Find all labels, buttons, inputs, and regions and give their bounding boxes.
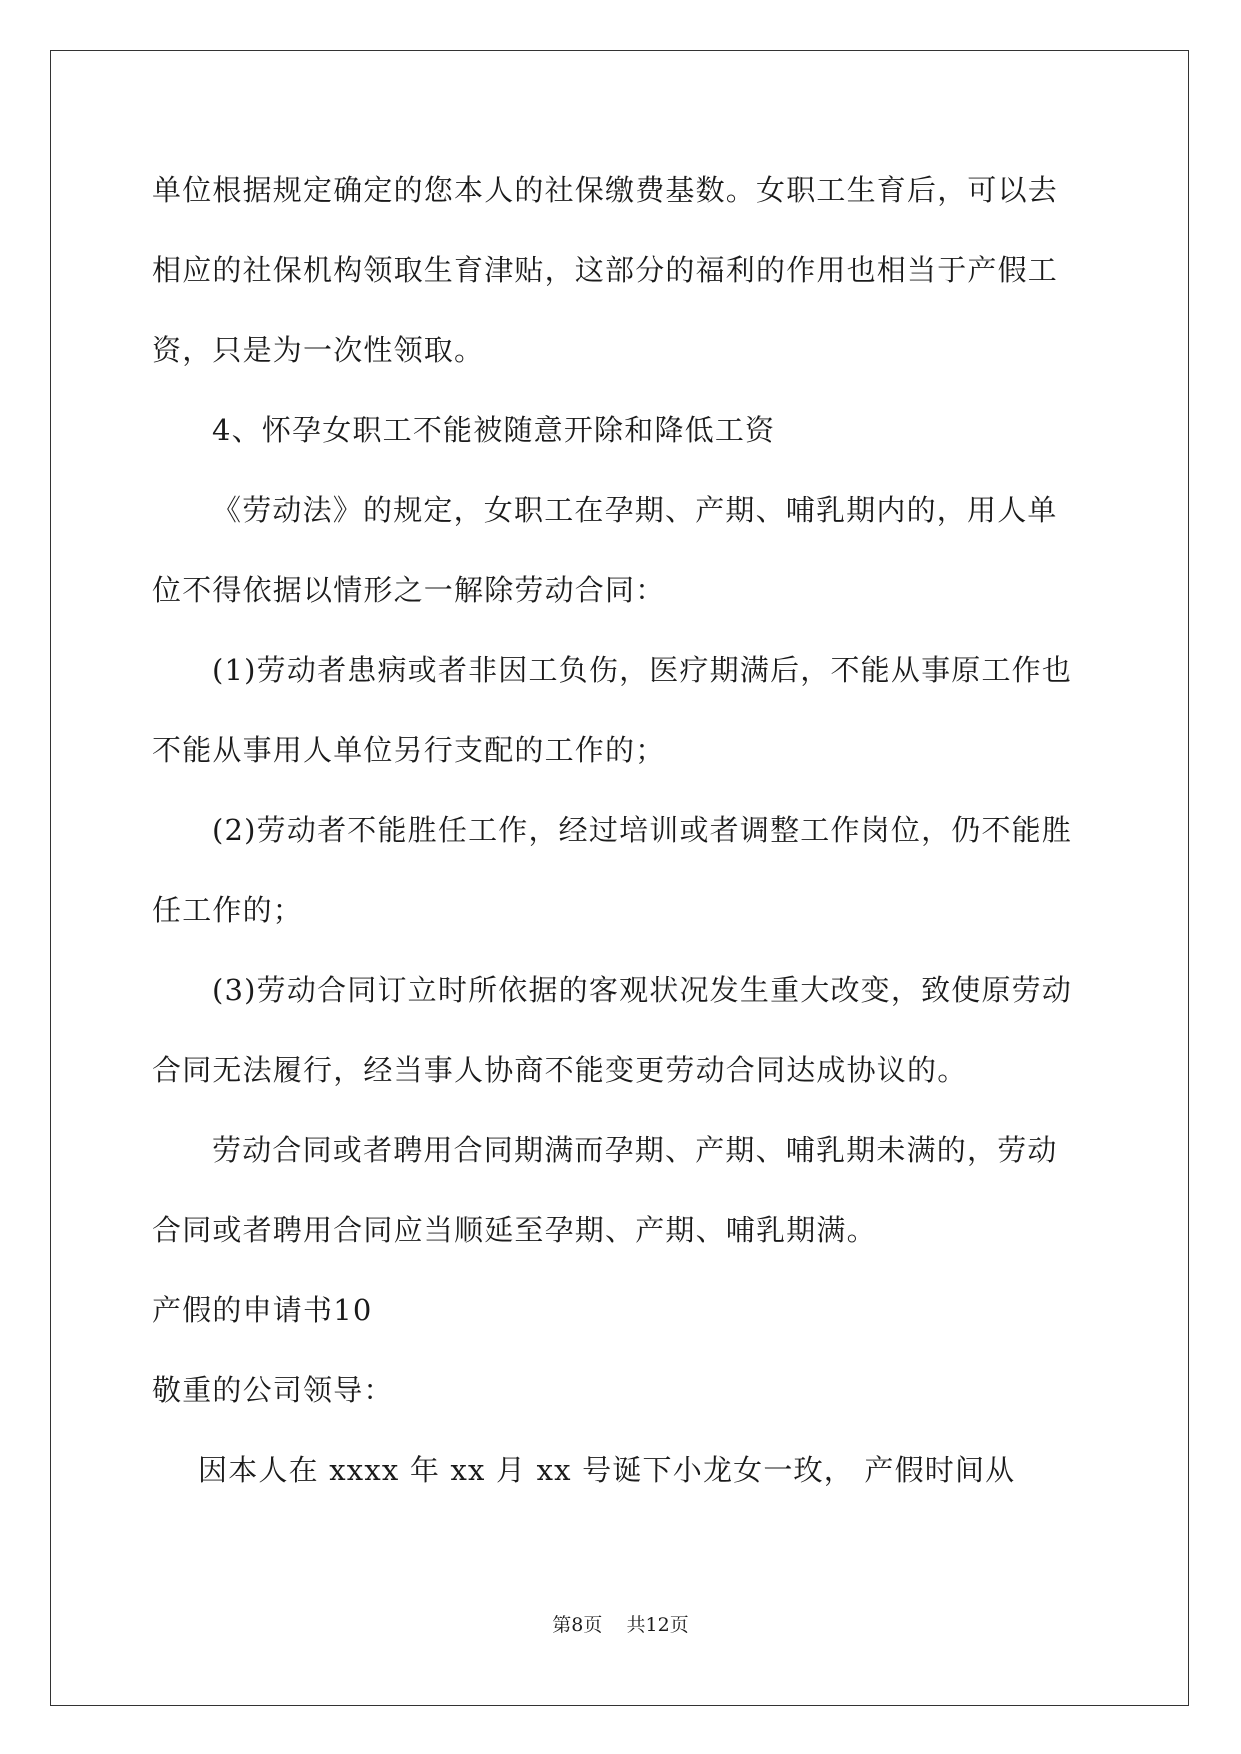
body-line-2: 相应的社保机构领取生育津贴，这部分的福利的作用也相当于产假工 [152, 253, 1059, 287]
list-item-2-line-1: (2)劳动者不能胜任工作，经过培训或者调整工作岗位，仍不能胜 [212, 813, 1073, 847]
list-item-3-line-1: (3)劳动合同订立时所依据的客观状况发生重大改变，致使原劳动 [212, 973, 1073, 1007]
body-line-1: 单位根据规定确定的您本人的社保缴费基数。女职工生育后，可以去 [152, 173, 1059, 207]
body-line-5: 《劳动法》的规定，女职工在孕期、产期、哺乳期内的，用人单 [212, 493, 1058, 527]
letter-body-line-1: 因本人在 xxxx 年 xx 月 xx 号诞下小龙女一玫， 产假时间从 [198, 1453, 1016, 1487]
list-item-1-line-1: (1)劳动者患病或者非因工负伤，医疗期满后，不能从事原工作也 [212, 653, 1073, 687]
body-line-13: 劳动合同或者聘用合同期满而孕期、产期、哺乳期未满的，劳动 [212, 1133, 1058, 1167]
body-line-3: 资，只是为一次性领取。 [152, 333, 485, 367]
list-item-2-line-2: 任工作的； [152, 893, 304, 927]
body-line-6: 位不得依据以情形之一解除劳动合同： [152, 573, 666, 607]
list-item-3-line-2: 合同无法履行，经当事人协商不能变更劳动合同达成协议的。 [152, 1053, 968, 1087]
document-title: 产假的申请书10 [152, 1293, 373, 1327]
section-heading-4: 4、怀孕女职工不能被随意开除和降低工资 [212, 413, 776, 447]
list-item-1-line-2: 不能从事用人单位另行支配的工作的； [152, 733, 666, 767]
page-footer: 第8页 共12页 [552, 1614, 689, 1636]
body-line-14: 合同或者聘用合同应当顺延至孕期、产期、哺乳期满。 [152, 1213, 877, 1247]
salutation: 敬重的公司领导： [152, 1373, 394, 1407]
